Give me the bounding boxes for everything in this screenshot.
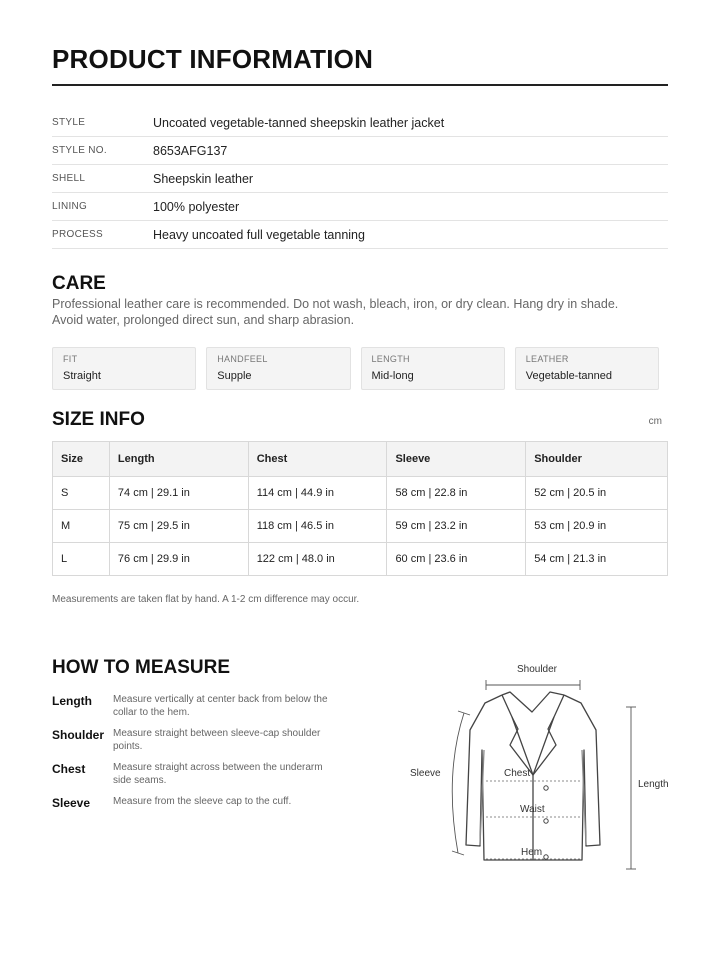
table-header-row bbox=[53, 442, 668, 477]
measure-list bbox=[52, 693, 352, 818]
sleeve-dimension bbox=[452, 713, 464, 853]
card-value: Straight bbox=[63, 370, 101, 382]
table-cell: 118 cm | 46.5 in bbox=[248, 510, 387, 543]
button-icon bbox=[544, 786, 548, 790]
info-row-style bbox=[52, 109, 668, 137]
table-row bbox=[53, 543, 668, 576]
info-row-shell bbox=[52, 165, 668, 193]
card-fit bbox=[52, 347, 196, 390]
table-cell: L bbox=[53, 543, 110, 576]
table-cell: S bbox=[53, 477, 110, 510]
table-cell: 52 cm | 20.5 in bbox=[526, 477, 668, 510]
table-cell: 60 cm | 23.6 in bbox=[387, 543, 526, 576]
table-cell: 74 cm | 29.1 in bbox=[109, 477, 248, 510]
measure-item-shoulder bbox=[52, 727, 352, 753]
care-heading: CARE bbox=[52, 273, 106, 294]
size-table bbox=[52, 441, 668, 576]
measure-desc: Measure straight between sleeve-cap shoulder points. bbox=[113, 728, 321, 752]
table-cell: 76 cm | 29.9 in bbox=[109, 543, 248, 576]
card-value: Mid-long bbox=[371, 370, 414, 382]
measure-desc: Measure straight across between the underarm side seams. bbox=[113, 762, 323, 786]
length-label: Length bbox=[638, 779, 669, 790]
column-header: Chest bbox=[248, 442, 387, 477]
table-cell: 53 cm | 20.9 in bbox=[526, 510, 668, 543]
info-row-lining bbox=[52, 193, 668, 221]
button-icon bbox=[544, 855, 548, 859]
column-header: Shoulder bbox=[526, 442, 668, 477]
product-info-table bbox=[52, 109, 668, 249]
measure-key: Sleeve bbox=[52, 796, 91, 810]
attribute-cards bbox=[52, 347, 659, 390]
jacket-buttons bbox=[544, 786, 548, 859]
hem-label: Hem bbox=[521, 847, 543, 858]
info-key: STYLE NO. bbox=[52, 145, 107, 156]
column-header: Sleeve bbox=[387, 442, 526, 477]
card-handfeel bbox=[206, 347, 350, 390]
info-value: Sheepskin leather bbox=[153, 171, 254, 186]
measure-key: Length bbox=[52, 694, 92, 708]
info-value: Heavy uncoated full vegetable tanning bbox=[153, 227, 365, 242]
table-row bbox=[53, 510, 668, 543]
unit-label: cm bbox=[648, 416, 662, 427]
measure-item-chest bbox=[52, 761, 352, 787]
measure-item-sleeve bbox=[52, 795, 352, 810]
jacket-measure-diagram bbox=[400, 655, 680, 895]
table-cell: 75 cm | 29.5 in bbox=[109, 510, 248, 543]
card-key: FIT bbox=[63, 354, 78, 364]
table-cell: 114 cm | 44.9 in bbox=[248, 477, 387, 510]
waist-label: Waist bbox=[520, 804, 545, 815]
info-key: LINING bbox=[52, 201, 88, 212]
info-key: PROCESS bbox=[52, 229, 104, 240]
chest-label: Chest bbox=[504, 768, 531, 779]
column-header: Length bbox=[109, 442, 248, 477]
size-heading: SIZE INFO bbox=[52, 409, 145, 430]
card-key: HANDFEEL bbox=[217, 354, 268, 364]
button-icon bbox=[544, 819, 548, 823]
measurement-note: Measurements are taken flat by hand. A 1-2 cm difference may occur. bbox=[52, 594, 360, 605]
info-value: Uncoated vegetable-tanned sheepskin leather jacket bbox=[153, 115, 445, 130]
care-text: Professional leather care is recommended. Do not wash, bleach, iron, or dry clean. Hang dry in shade. Avoid water, prolonged direct sun, and sharp abrasion. bbox=[52, 297, 619, 327]
info-key: STYLE bbox=[52, 117, 86, 128]
jacket-illustration bbox=[466, 692, 600, 860]
card-key: LENGTH bbox=[371, 354, 410, 364]
measure-item-length bbox=[52, 693, 352, 719]
page-title: PRODUCT INFORMATION bbox=[52, 44, 374, 74]
card-value: Supple bbox=[217, 370, 252, 382]
table-cell: M bbox=[53, 510, 110, 543]
measure-heading: HOW TO MEASURE bbox=[52, 657, 231, 678]
table-cell: 58 cm | 22.8 in bbox=[387, 477, 526, 510]
card-value: Vegetable-tanned bbox=[525, 370, 612, 382]
card-key: LEATHER bbox=[525, 354, 569, 364]
info-value: 8653AFG137 bbox=[153, 143, 228, 158]
info-row-process bbox=[52, 221, 668, 249]
column-header: Size bbox=[53, 442, 110, 477]
info-row-style-no bbox=[52, 137, 668, 165]
measure-key: Chest bbox=[52, 762, 86, 776]
table-cell: 122 cm | 48.0 in bbox=[248, 543, 387, 576]
shoulder-label: Shoulder bbox=[516, 664, 558, 675]
measure-desc: Measure vertically at center back from below the collar to the hem. bbox=[113, 694, 328, 718]
table-cell: 59 cm | 23.2 in bbox=[387, 510, 526, 543]
table-cell: 54 cm | 21.3 in bbox=[526, 543, 668, 576]
info-value: 100% polyester bbox=[153, 199, 240, 214]
measure-key: Shoulder bbox=[52, 728, 105, 742]
info-key: SHELL bbox=[52, 173, 86, 184]
title-divider bbox=[52, 84, 668, 86]
sleeve-label: Sleeve bbox=[410, 768, 441, 779]
card-length bbox=[361, 347, 505, 390]
measure-desc: Measure from the sleeve cap to the cuff. bbox=[113, 796, 292, 807]
card-leather bbox=[515, 347, 659, 390]
table-row bbox=[53, 477, 668, 510]
